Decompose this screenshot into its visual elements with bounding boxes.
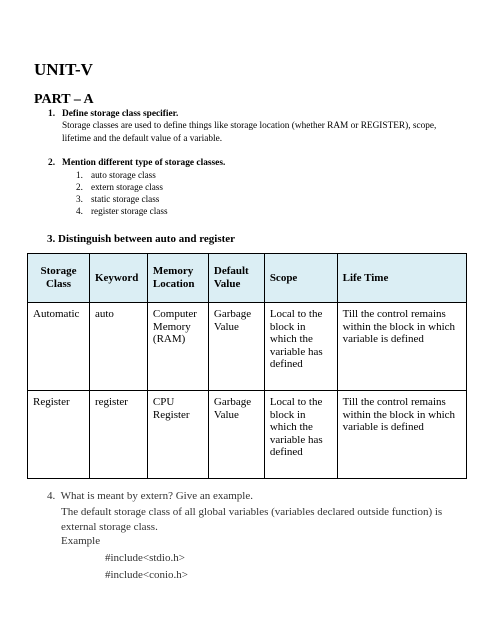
q1-heading: Define storage class specifier. bbox=[62, 109, 179, 119]
q4-code-line-1: #include<stdio.h> bbox=[105, 552, 185, 564]
q2-item-3-num: 3. bbox=[76, 194, 83, 204]
q3-heading: 3. Distinguish between auto and register bbox=[47, 233, 236, 245]
unit-title: UNIT-V bbox=[34, 60, 93, 79]
cell-default-value: Garbage Value bbox=[208, 391, 264, 479]
cell-keyword: register bbox=[89, 391, 147, 479]
q2-item-4-num: 4. bbox=[76, 206, 83, 216]
cell-default-value: Garbage Value bbox=[208, 303, 264, 391]
cell-scope: Local to the block in which the variable has defined bbox=[264, 391, 337, 479]
q1-number: 1. bbox=[48, 109, 56, 119]
table-row bbox=[28, 303, 467, 391]
q4-code-line-2: #include<conio.h> bbox=[105, 569, 188, 581]
q1-answer-line-2: lifetime and the default value of a variable. bbox=[62, 134, 223, 144]
cell-memory-location: Computer Memory (RAM) bbox=[147, 303, 208, 391]
q2-item-3: static storage class bbox=[91, 194, 160, 204]
q2-number: 2. bbox=[48, 158, 56, 168]
cell-life-time: Till the control remains within the block in which variable is defined bbox=[337, 391, 466, 479]
q2-item-1: auto storage class bbox=[91, 170, 156, 180]
table-row bbox=[28, 391, 467, 479]
q2-item-2: extern storage class bbox=[91, 182, 163, 192]
q2-item-1-num: 1. bbox=[76, 170, 83, 180]
q4-example-label: Example bbox=[61, 535, 101, 547]
table-header-row bbox=[28, 254, 467, 303]
cell-memory-location: CPU Register bbox=[147, 391, 208, 479]
q4-number: 4. bbox=[47, 490, 56, 502]
cell-keyword: auto bbox=[89, 303, 147, 391]
q4-heading: What is meant by extern? Give an example. bbox=[60, 490, 253, 502]
header-memory-location: Memory Location bbox=[147, 254, 208, 303]
q2-heading: Mention different type of storage classes. bbox=[62, 158, 226, 168]
q2-item-2-num: 2. bbox=[76, 182, 83, 192]
cell-storage-class: Automatic bbox=[28, 303, 90, 391]
cell-life-time: Till the control remains within the block in which variable is defined bbox=[337, 303, 466, 391]
cell-scope: Local to the block in which the variable has defined bbox=[264, 303, 337, 391]
header-keyword: Keyword bbox=[89, 254, 147, 303]
cell-storage-class: Register bbox=[28, 391, 90, 479]
header-default-value: Default Value bbox=[208, 254, 264, 303]
header-life-time: Life Time bbox=[337, 254, 466, 303]
part-title: PART – A bbox=[34, 92, 94, 107]
header-storage-class: Storage Class bbox=[28, 254, 90, 303]
q4-answer: The default storage class of all global variables (variables declared outside function) is external storage class. bbox=[61, 506, 443, 533]
q2-item-4: register storage class bbox=[91, 206, 168, 216]
q1-answer-line-1: Storage classes are used to define things like storage location (whether RAM or REGISTER), scope, bbox=[62, 121, 437, 131]
q4-heading-line bbox=[47, 490, 253, 502]
comparison-table bbox=[27, 253, 467, 479]
header-scope: Scope bbox=[264, 254, 337, 303]
